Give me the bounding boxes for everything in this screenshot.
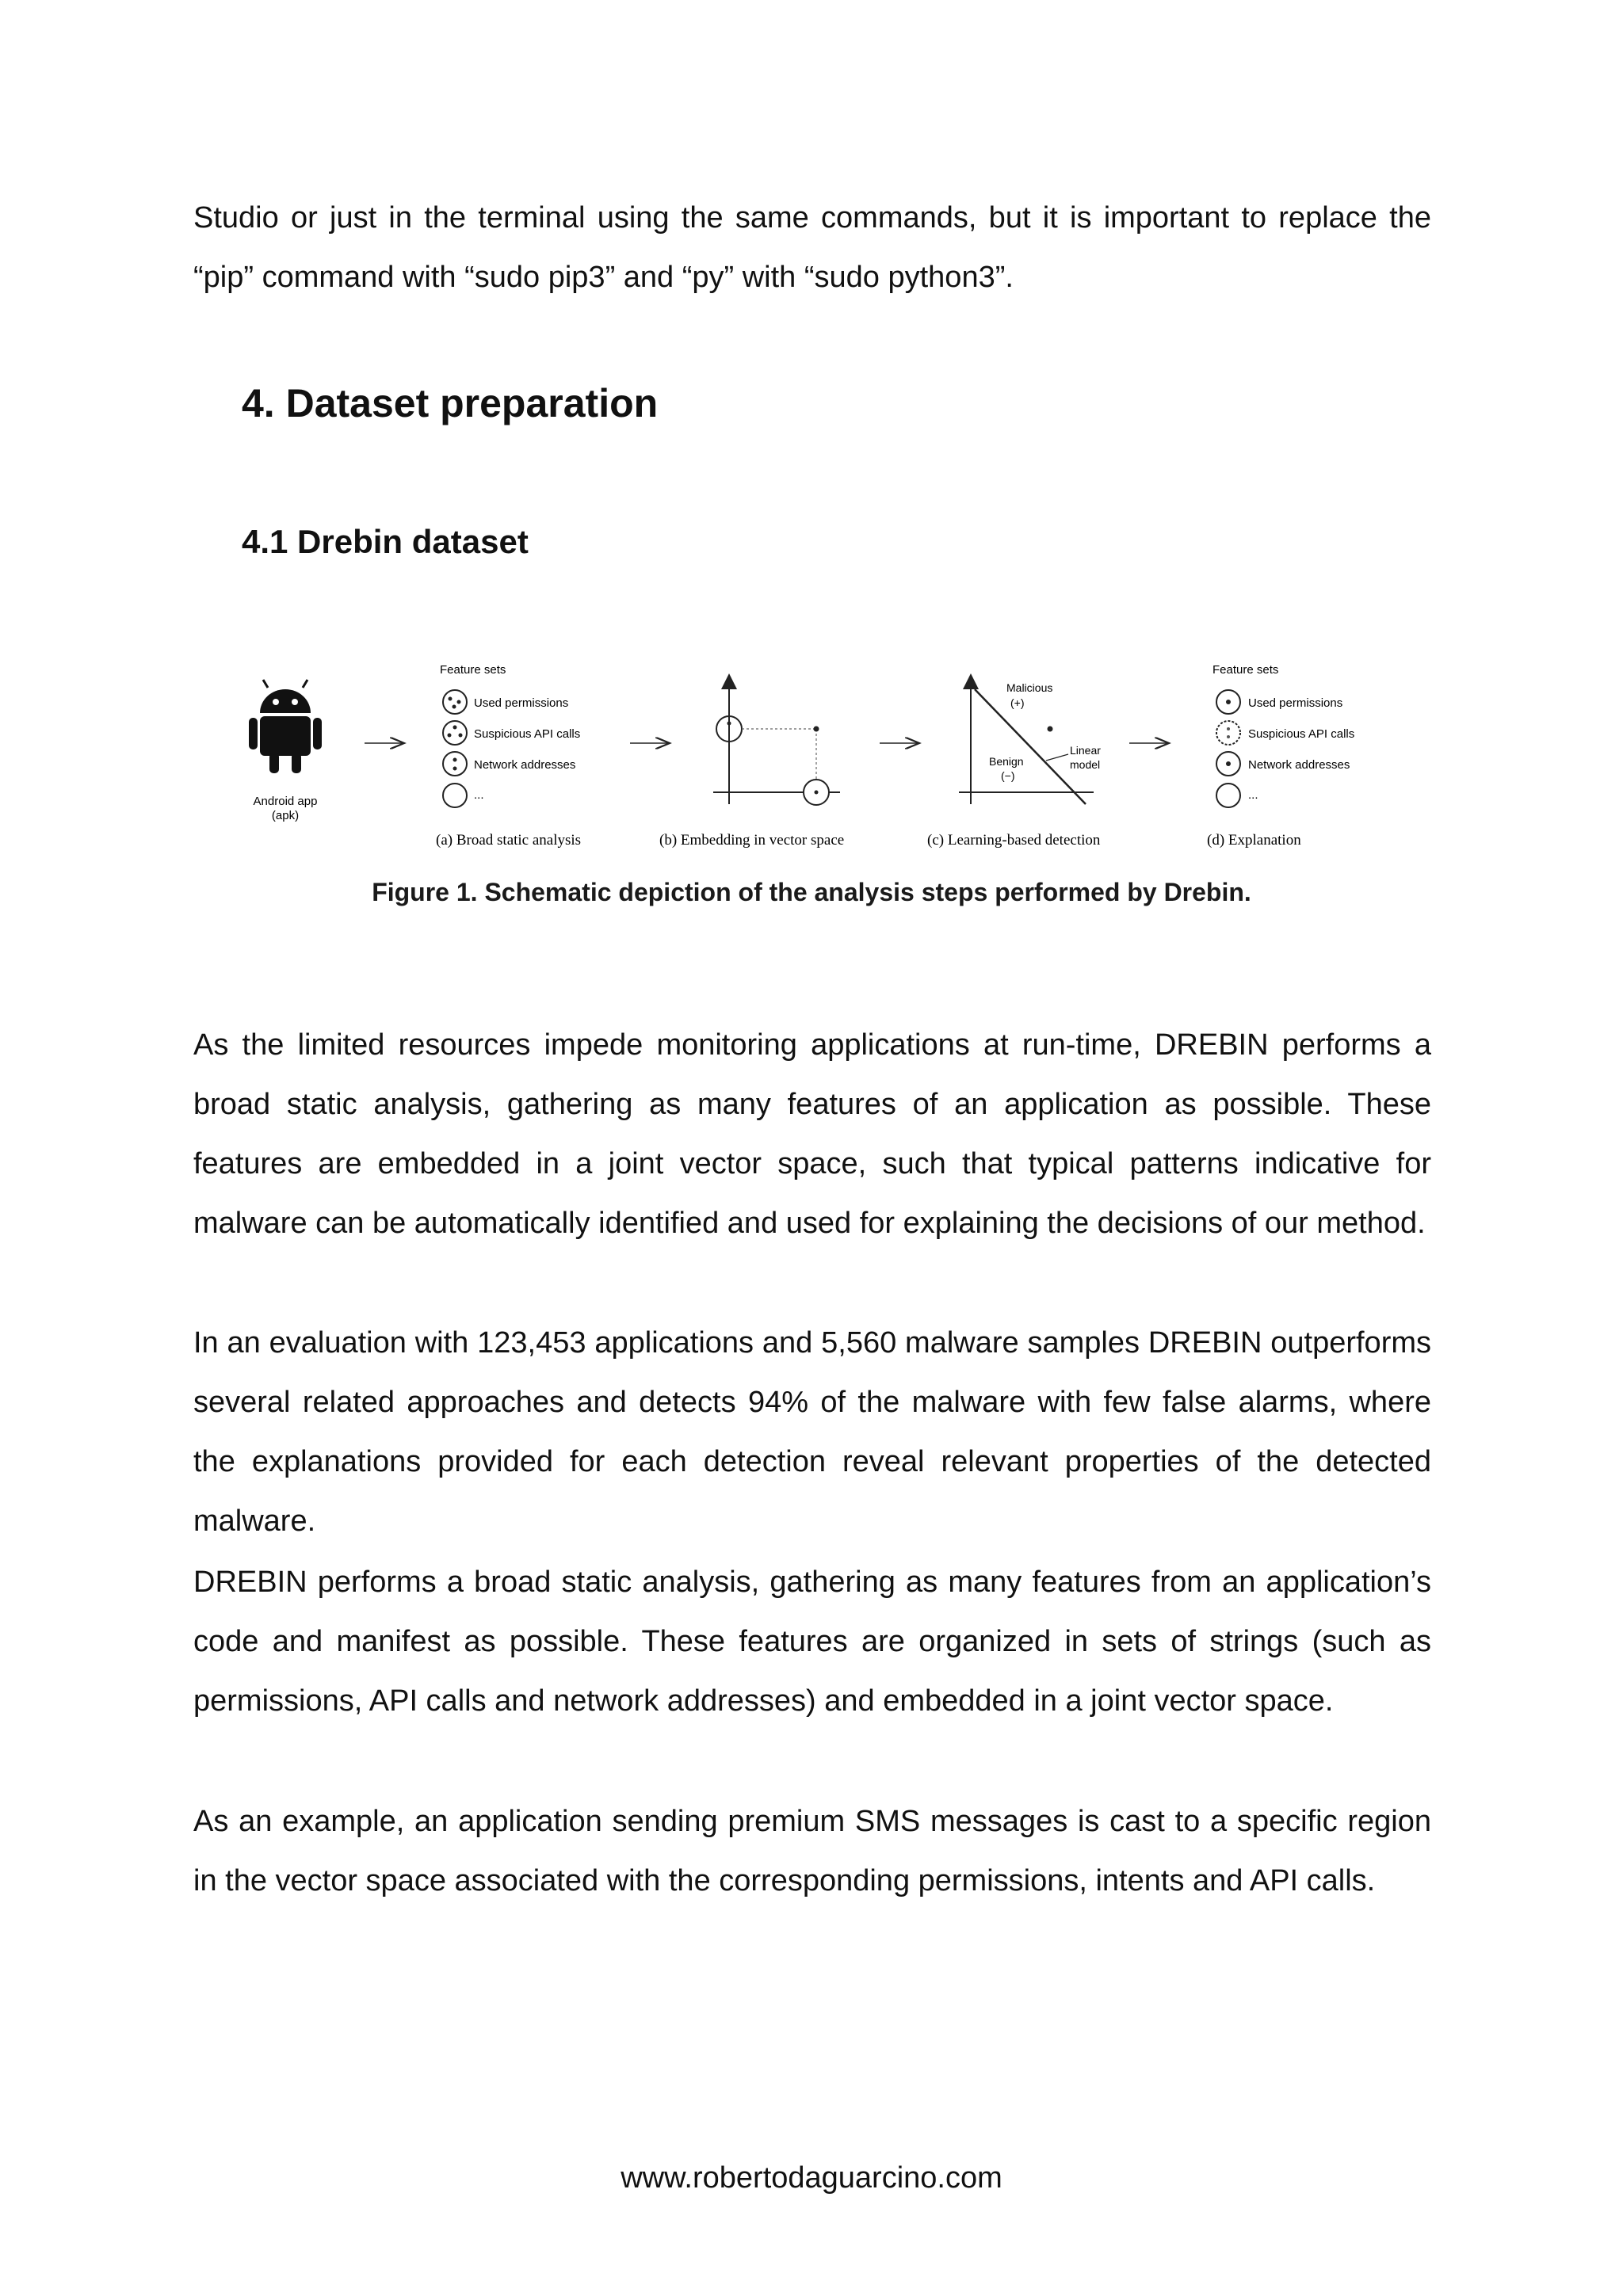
feature-item-api-d: Suspicious API calls xyxy=(1248,727,1355,741)
feature-item-more-a: ... xyxy=(474,788,484,802)
feature-sets-title-d: Feature sets xyxy=(1212,663,1279,677)
feature-sets-a xyxy=(440,663,580,807)
step-caption-a: (a) Broad static analysis xyxy=(436,832,582,849)
section-heading: 4. Dataset preparation xyxy=(242,381,659,425)
paragraph-2: In an evaluation with 123,453 applications and 5,560 malware samples DREBIN outperforms several related approaches and detects 94% of the malware with few false alarms, where the explanations provided for each detection reveal relevant properties of the detected malware. xyxy=(193,1326,1431,1538)
step-caption-c: (c) Learning-based detection xyxy=(927,832,1101,849)
linear-label: Linear xyxy=(1070,744,1101,757)
paragraph-1: As the limited resources impede monitoring applications at run-time, DREBIN performs a broad static analysis, gathering as many features of an application as possible. These features are embedded in a joint vector space, such that typical patterns indicative for malware can be automatically identified and used for explaining the decisions of our method. xyxy=(193,1028,1431,1240)
feature-item-api-a: Suspicious API calls xyxy=(474,727,581,741)
paragraph-3: DREBIN performs a broad static analysis, gathering as many features from an application’s code and manifest as possible. These features are organized in sets of strings (such as permissions, API calls and network addresses) and embedded in a joint vector space. xyxy=(193,1566,1431,1718)
paragraph-4: As an example, an application sending premium SMS messages is cast to a specific region in the vector space associated with the corresponding permissions, intents and API calls. xyxy=(193,1805,1431,1897)
subsection-heading: 4.1 Drebin dataset xyxy=(242,523,529,560)
app-label-line2: (apk) xyxy=(271,809,300,822)
android-icon xyxy=(249,680,322,773)
step-caption-d: (d) Explanation xyxy=(1207,832,1301,849)
figure-caption: Figure 1. Schematic depiction of the analysis steps performed by Drebin. xyxy=(372,878,1251,906)
benign-label: Benign xyxy=(989,755,1024,768)
feature-item-network-d: Network addresses xyxy=(1248,758,1350,772)
feature-item-network-a: Network addresses xyxy=(474,758,576,772)
malicious-label: Malicious xyxy=(1006,681,1053,694)
malicious-sign: (+) xyxy=(1010,696,1025,709)
model-label: model xyxy=(1070,758,1101,771)
intro-paragraph: Studio or just in the terminal using the same commands, but it is important to replace the “pip” command with “sudo pip3” and “py” with “sudo python3”. xyxy=(193,201,1431,294)
detection-plot xyxy=(959,681,1101,804)
step-caption-b: (b) Embedding in vector space xyxy=(659,832,845,849)
feature-sets-title-a: Feature sets xyxy=(440,663,506,677)
benign-sign: (−) xyxy=(1001,769,1015,782)
app-label-line1: Android app xyxy=(253,795,318,808)
footer-url: www.robertodaguarcino.com xyxy=(621,2161,1002,2195)
feature-sets-d xyxy=(1212,663,1354,807)
feature-item-permissions-a: Used permissions xyxy=(474,696,569,710)
feature-item-permissions-d: Used permissions xyxy=(1248,696,1343,710)
vector-space-plot xyxy=(713,681,840,805)
feature-item-more-d: ... xyxy=(1248,788,1258,802)
